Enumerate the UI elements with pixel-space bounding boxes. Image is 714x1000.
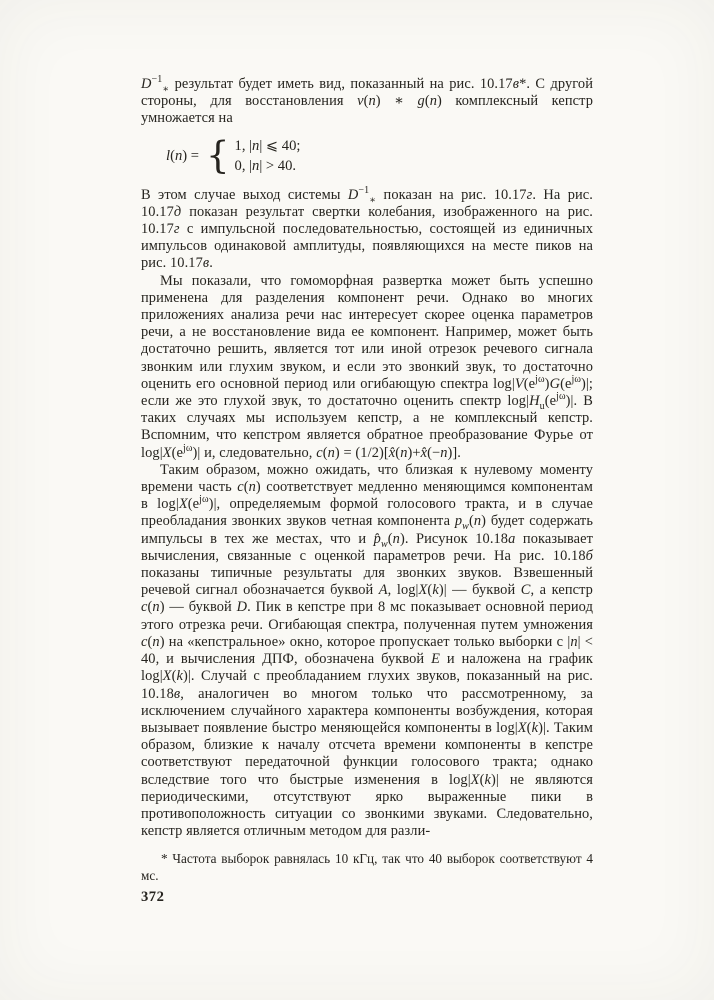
paragraph-continuation: $D^{-1}_∗$ результат будет иметь вид, показанный на рис. 10.17в*. С другой стороны, для восстановления v(n) ∗ g(n) комплексный кепстр умножается на	[141, 74, 594, 127]
text-block	[141, 76, 593, 906]
paragraph-2: В этом случае выход системы $D^{-1}_∗$ показан на рис. 10.17г. На рис. 10.17д показан результат свертки колебания, изображенного на рис. 10.17г с импульсной последовательностью, состоящей из единичных импульсов одинаковой амплитуды, появляющихся на месте пиков на рис. 10.17в.	[141, 184, 593, 272]
equation-cepstral-window	[166, 134, 593, 180]
equation-case-1: 1, |n| ⩽ 40;	[234, 138, 301, 155]
equation-lhs: l(n) =	[166, 148, 199, 165]
paragraph-3: Мы показали, что гомоморфная развертка может быть успешно применена для разделения компонент речи. Однако во многих приложениях анализа речи нас интересует скорее оценка параметров речи, а не восстановление вида ее компонент. Например, может быть достаточно решить, является тот или иной отрезок речевого сигнала звонким или глухим звуком, и если это звонкий звук, то достаточно оценить его основной период или огибающую спектра $\log|V(e^{j\omega})G(e^{j\omega})|$; если же это глухой звук, то достаточно оценить спектр $\log|H_u(e^{j\omega})|$. В таких случаях мы используем кепстр, а не комплексный кепстр. Вспомним, что кепстром является обратное преобразование Фурье от $\log|X(e^{j\omega})|$ и, следовательно, c(n) = (1/2)[x̂(n)+x̂(−n)].	[141, 272, 594, 461]
brace-symbol: {	[205, 133, 230, 177]
page-number: 372	[141, 889, 165, 906]
paragraph-4: Таким образом, можно ожидать, что близкая к нулевому моменту времени часть c(n) соответствует медленно меняющимся компонентам в $\log|X(e^{j\omega})|$, определяемым формой голосового тракта, и в случае преобладания звонких звуков четная компонента $p_w(n)$ будет содержать импульсы в тех же местах, что и $p̂_w(n)$. Рисунок 10.18а показывает вычисления, связанные с оценкой параметров речи. На рис. 10.18б показаны типичные результаты для звонких звуков. Взвешенный речевой сигнал обозначается буквой A, log|X(k)| — буквой C, а кепстр c(n) — буквой D. Пик в кепстре при 8 мс показывает основной период этого отрезка речи. Огибающая спектра, полученная путем умножения c(n) на «кепстральное» окно, которое пропускает только выборки с |n| < 40, и вычисления ДПФ, обозначена буквой E и наложена на график log|X(k)|. Случай с преобладанием глухих звуков, показанный на рис. 10.18в, аналогичен во многом только что рассмотренному, за исключением случайного характера компоненты возбуждения, которая вызывает появление быстро меняющейся компоненты в log|X(k)|. Таким образом, близкие к началу отсчета времени компоненты в кепстре соответствуют передаточной функции голосового тракта; однако вследствие того что быстрые изменения в log|X(k)| не являются периодическими, отсутствуют ярко выраженные пики в противоположность ситуации со звонкими звуками. Следовательно, кепстр является отличным методом для разли-	[141, 461, 594, 840]
equation-cases	[235, 137, 301, 176]
footnote: * Частота выборок равнялась 10 кГц, так что 40 выборок соответствуют 4 мс.	[141, 851, 593, 883]
equation-case-2: 0, |n| > 40.	[234, 157, 297, 174]
